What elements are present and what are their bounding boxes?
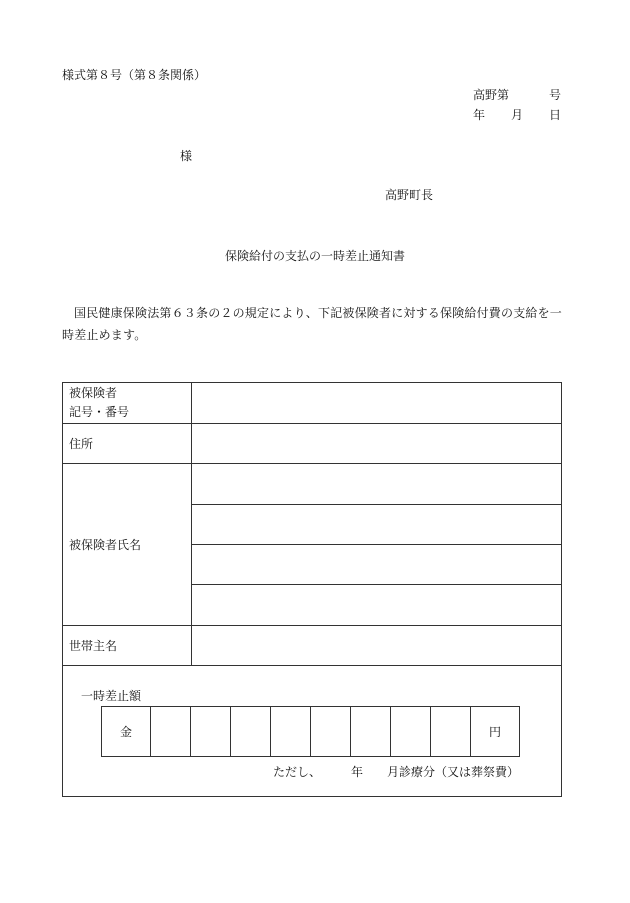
insured-id-value[interactable] [192,383,562,424]
amount-digit-box[interactable] [231,707,271,757]
proviso-text: ただし、 年 月診療分（又は葬祭費） [273,765,520,779]
date-day: 日 [549,108,562,122]
address-label: 住所 [63,424,192,464]
suspension-amount-label: 一時差止額 [81,689,142,703]
date-month: 月 [511,108,524,122]
reference-prefix: 高野第 [473,88,510,102]
row-address [63,424,562,464]
notice-table [62,382,562,797]
insured-name-value[interactable] [192,545,562,585]
issuer: 高野町長 [385,188,434,202]
date-year: 年 [473,108,486,122]
amount-grid [101,706,520,757]
amount-digit-box[interactable] [311,707,351,757]
householder-label: 世帯主名 [63,626,192,666]
suspension-amount-cell [63,666,562,797]
amount-digit-box[interactable] [271,707,311,757]
row-suspension-amount [63,666,562,797]
insured-name-value[interactable] [192,464,562,505]
householder-value[interactable] [192,626,562,666]
amount-digit-box[interactable] [391,707,431,757]
body-text: 国民健康保険法第６３条の２の規定により、下記被保険者に対する保険給付費の支給を一時差止めます。 [62,306,563,342]
insured-name-value[interactable] [192,505,562,545]
amount-digit-box[interactable] [431,707,471,757]
row-householder [63,626,562,666]
amount-digit-box[interactable] [351,707,391,757]
row-insured-name [63,464,562,505]
issue-date [473,106,563,122]
insured-id-label-line1: 被保険者 [69,386,118,400]
amount-digit-box[interactable] [191,707,231,757]
amount-digit-box[interactable] [151,707,191,757]
addressee: 様 [180,149,193,163]
insured-name-label: 被保険者氏名 [63,464,192,626]
address-value[interactable] [192,424,562,464]
currency-prefix: 金 [102,707,151,757]
insured-name-value[interactable] [192,585,562,626]
reference-suffix: 号 [549,88,562,102]
insured-id-label [63,383,192,424]
currency-suffix: 円 [471,707,520,757]
form-number-label: 様式第８号（第８条関係） [62,68,207,82]
document-title: 保険給付の支払の一時差止通知書 [224,249,405,263]
insured-id-label-line2: 記号・番号 [69,405,130,419]
row-insured-id [63,383,562,424]
